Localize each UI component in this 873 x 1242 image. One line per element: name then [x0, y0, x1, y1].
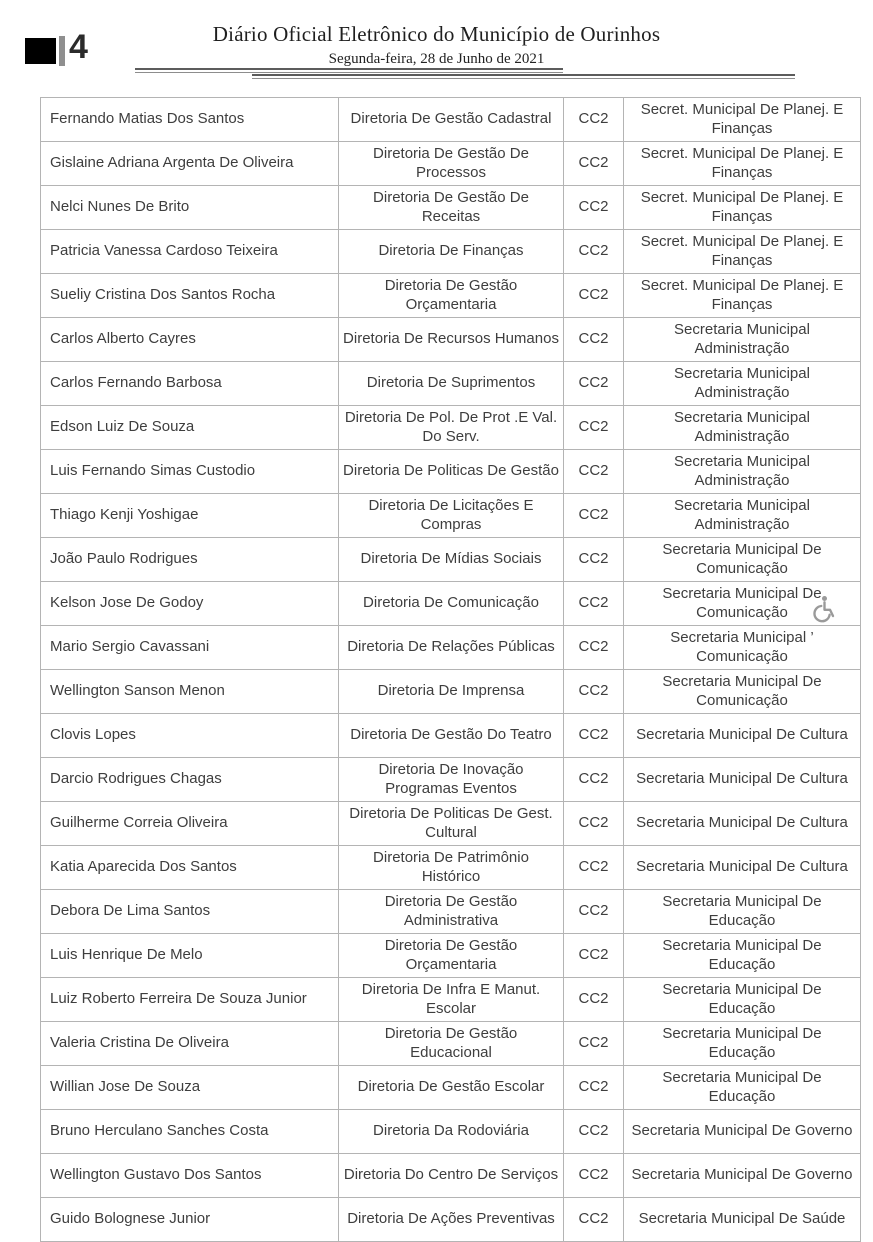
table-row [41, 494, 861, 538]
department-cell: Diretoria De Gestão Escolar [339, 1066, 564, 1110]
department-cell: Diretoria De Patrimônio Histórico [339, 846, 564, 890]
position-code-cell: CC2 [564, 98, 624, 142]
secretariat-cell: Secretaria Municipal De Cultura [624, 846, 861, 890]
department-cell: Diretoria De Gestão Orçamentaria [339, 274, 564, 318]
table-row [41, 1154, 861, 1198]
employee-name-cell: Edson Luiz De Souza [41, 406, 339, 450]
secretariat-cell: Secretaria Municipal ’ Comunicação [624, 626, 861, 670]
department-cell: Diretoria De Politicas De Gest. Cultural [339, 802, 564, 846]
department-cell: Diretoria De Infra E Manut. Escolar [339, 978, 564, 1022]
table-row [41, 626, 861, 670]
secretariat-cell: Secretaria Municipal De Cultura [624, 802, 861, 846]
department-cell: Diretoria De Mídias Sociais [339, 538, 564, 582]
department-cell: Diretoria De Gestão Educacional [339, 1022, 564, 1066]
secretariat-cell: Secretaria Municipal De Comunicação [624, 538, 861, 582]
position-code-cell: CC2 [564, 274, 624, 318]
masthead-rule-bottom [252, 74, 795, 79]
table-row [41, 802, 861, 846]
department-cell: Diretoria De Inovação Programas Eventos [339, 758, 564, 802]
position-code-cell: CC2 [564, 318, 624, 362]
secretariat-cell: Secretaria Municipal De Educação [624, 934, 861, 978]
table-row [41, 362, 861, 406]
secretariat-cell: Secretaria Municipal Administração [624, 450, 861, 494]
employee-name-cell: Luis Fernando Simas Custodio [41, 450, 339, 494]
secretariat-cell: Secretaria Municipal De Educação [624, 1066, 861, 1110]
secretariat-cell: Secretaria Municipal De Cultura [624, 758, 861, 802]
department-cell: Diretoria De Licitações E Compras [339, 494, 564, 538]
employee-name-cell: Wellington Gustavo Dos Santos [41, 1154, 339, 1198]
secretariat-cell: Secretaria Municipal Administração [624, 362, 861, 406]
staff-table-body [41, 98, 861, 1242]
department-cell: Diretoria De Gestão Cadastral [339, 98, 564, 142]
employee-name-cell: Patricia Vanessa Cardoso Teixeira [41, 230, 339, 274]
department-cell: Diretoria De Finanças [339, 230, 564, 274]
secretariat-cell: Secretaria Municipal De Comunicação [624, 670, 861, 714]
position-code-cell: CC2 [564, 1110, 624, 1154]
table-row [41, 934, 861, 978]
employee-name-cell: Bruno Herculano Sanches Costa [41, 1110, 339, 1154]
gazette-date: Segunda-feira, 28 de Junho de 2021 [328, 51, 545, 67]
table-row [41, 978, 861, 1022]
employee-name-cell: Mario Sergio Cavassani [41, 626, 339, 670]
employee-name-cell: Guido Bolognese Junior [41, 1198, 339, 1242]
table-row [41, 538, 861, 582]
department-cell: Diretoria De Gestão Orçamentaria [339, 934, 564, 978]
position-code-cell: CC2 [564, 582, 624, 626]
employee-name-cell: Valeria Cristina De Oliveira [41, 1022, 339, 1066]
department-cell: Diretoria De Imprensa [339, 670, 564, 714]
department-cell: Diretoria De Pol. De Prot .E Val. Do Serv. [339, 406, 564, 450]
page-number: 4 [69, 28, 88, 66]
position-code-cell: CC2 [564, 758, 624, 802]
employee-name-cell: Nelci Nunes De Brito [41, 186, 339, 230]
table-row [41, 1066, 861, 1110]
table-row [41, 714, 861, 758]
employee-name-cell: Luis Henrique De Melo [41, 934, 339, 978]
secretariat-cell: Secret. Municipal De Planej. E Finanças [624, 274, 861, 318]
employee-name-cell: Wellington Sanson Menon [41, 670, 339, 714]
employee-name-cell: João Paulo Rodrigues [41, 538, 339, 582]
position-code-cell: CC2 [564, 802, 624, 846]
secretariat-cell: Secret. Municipal De Planej. E Finanças [624, 186, 861, 230]
department-cell: Diretoria De Gestão Administrativa [339, 890, 564, 934]
position-code-cell: CC2 [564, 1022, 624, 1066]
appointments-table [40, 97, 861, 1242]
secretariat-cell: Secretaria Municipal De Cultura [624, 714, 861, 758]
department-cell: Diretoria Da Rodoviária [339, 1110, 564, 1154]
table-row [41, 142, 861, 186]
employee-name-cell: Carlos Alberto Cayres [41, 318, 339, 362]
department-cell: Diretoria De Suprimentos [339, 362, 564, 406]
department-cell: Diretoria De Gestão Do Teatro [339, 714, 564, 758]
secretariat-cell: Secretaria Municipal De Educação [624, 978, 861, 1022]
position-code-cell: CC2 [564, 450, 624, 494]
position-code-cell: CC2 [564, 626, 624, 670]
position-code-cell: CC2 [564, 186, 624, 230]
employee-name-cell: Carlos Fernando Barbosa [41, 362, 339, 406]
gazette-title: Diário Oficial Eletrônico do Município de Ourinhos [212, 22, 661, 46]
employee-name-cell: Kelson Jose De Godoy [41, 582, 339, 626]
position-code-cell: CC2 [564, 1198, 624, 1242]
masthead-rule-top [135, 68, 563, 73]
secretariat-cell: Secret. Municipal De Planej. E Finanças [624, 230, 861, 274]
secretariat-cell: Secret. Municipal De Planej. E Finanças [624, 98, 861, 142]
secretariat-cell: Secret. Municipal De Planej. E Finanças [624, 142, 861, 186]
secretariat-cell: Secretaria Municipal De Educação [624, 1022, 861, 1066]
table-row [41, 318, 861, 362]
position-code-cell: CC2 [564, 890, 624, 934]
secretariat-cell: Secretaria Municipal De Comunicação [624, 582, 861, 626]
department-cell: Diretoria De Ações Preventivas [339, 1198, 564, 1242]
employee-name-cell: Luiz Roberto Ferreira De Souza Junior [41, 978, 339, 1022]
department-cell: Diretoria De Recursos Humanos [339, 318, 564, 362]
position-code-cell: CC2 [564, 1066, 624, 1110]
secretariat-cell: Secretaria Municipal De Educação [624, 890, 861, 934]
table-row [41, 1198, 861, 1242]
position-code-cell: CC2 [564, 362, 624, 406]
table-row [41, 1110, 861, 1154]
employee-name-cell: Fernando Matias Dos Santos [41, 98, 339, 142]
employee-name-cell: Clovis Lopes [41, 714, 339, 758]
department-cell: Diretoria Do Centro De Serviços [339, 1154, 564, 1198]
position-code-cell: CC2 [564, 142, 624, 186]
secretariat-cell: Secretaria Municipal De Governo [624, 1154, 861, 1198]
secretariat-cell: Secretaria Municipal Administração [624, 318, 861, 362]
position-code-cell: CC2 [564, 978, 624, 1022]
secretariat-cell: Secretaria Municipal De Governo [624, 1110, 861, 1154]
table-row [41, 450, 861, 494]
table-row [41, 98, 861, 142]
position-code-cell: CC2 [564, 494, 624, 538]
department-cell: Diretoria De Gestão De Receitas [339, 186, 564, 230]
department-cell: Diretoria De Relações Públicas [339, 626, 564, 670]
secretariat-cell: Secretaria Municipal Administração [624, 494, 861, 538]
employee-name-cell: Sueliy Cristina Dos Santos Rocha [41, 274, 339, 318]
department-cell: Diretoria De Comunicação [339, 582, 564, 626]
position-code-cell: CC2 [564, 538, 624, 582]
secretariat-cell: Secretaria Municipal De Saúde [624, 1198, 861, 1242]
employee-name-cell: Debora De Lima Santos [41, 890, 339, 934]
table-row [41, 846, 861, 890]
table-row [41, 890, 861, 934]
employee-name-cell: Willian Jose De Souza [41, 1066, 339, 1110]
employee-name-cell: Darcio Rodrigues Chagas [41, 758, 339, 802]
employee-name-cell: Guilherme Correia Oliveira [41, 802, 339, 846]
employee-name-cell: Katia Aparecida Dos Santos [41, 846, 339, 890]
position-code-cell: CC2 [564, 934, 624, 978]
table-row [41, 758, 861, 802]
position-code-cell: CC2 [564, 846, 624, 890]
position-code-cell: CC2 [564, 1154, 624, 1198]
employee-name-cell: Thiago Kenji Yoshigae [41, 494, 339, 538]
position-code-cell: CC2 [564, 230, 624, 274]
table-row [41, 230, 861, 274]
table-row [41, 670, 861, 714]
department-cell: Diretoria De Gestão De Processos [339, 142, 564, 186]
table-row [41, 274, 861, 318]
secretariat-cell: Secretaria Municipal Administração [624, 406, 861, 450]
position-code-cell: CC2 [564, 714, 624, 758]
table-row [41, 186, 861, 230]
department-cell: Diretoria De Politicas De Gestão [339, 450, 564, 494]
table-row [41, 406, 861, 450]
position-code-cell: CC2 [564, 670, 624, 714]
position-code-cell: CC2 [564, 406, 624, 450]
wheelchair-accessibility-icon[interactable] [808, 594, 838, 624]
table-row [41, 1022, 861, 1066]
employee-name-cell: Gislaine Adriana Argenta De Oliveira [41, 142, 339, 186]
table-row [41, 582, 861, 626]
